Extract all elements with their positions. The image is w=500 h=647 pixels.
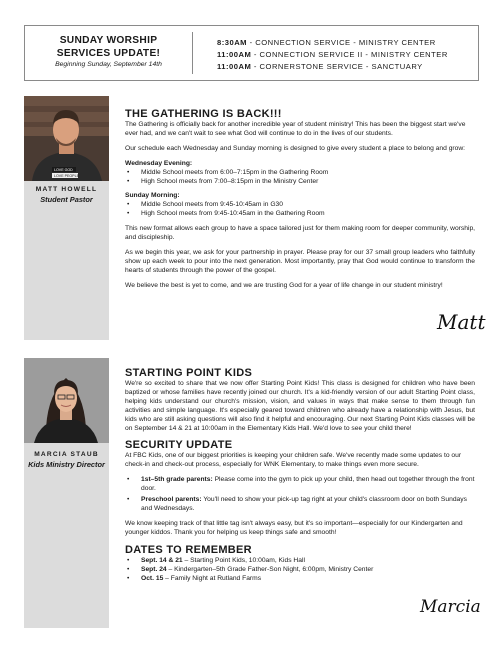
date-label: Sept. 24 [141, 565, 167, 573]
list-item [125, 575, 475, 584]
dates-list [125, 557, 475, 584]
item-label: 1st–5th grade parents: [141, 476, 213, 484]
gathering-heading: THE GATHERING IS BACK!!! [125, 108, 282, 120]
item-label: Preschool parents: [141, 496, 202, 504]
gathering-format: This new format allows each group to have a space tailored just for them making room for deeper community, worship, and discipleship. [125, 225, 476, 242]
date-label: Sept. 14 & 21 [141, 556, 183, 564]
sunday-label: Sunday Morning: [125, 192, 180, 200]
dates-heading: DATES TO REMEMBER [125, 543, 252, 556]
sunday-list [125, 201, 475, 219]
security-text: At FBC Kids, one of our biggest priorities is keeping your children safe. We've recently made some updates to our check-in and check-out process, especially for WNK Elementary, to make things even more secure. [125, 452, 462, 469]
service-time: 8:30AM [217, 38, 248, 47]
list-item: • High School meets from 7:00–8:15pm in the Ministry Center [125, 178, 475, 187]
starting-point-heading: STARTING POINT KIDS [125, 367, 253, 379]
security-heading: SECURITY UPDATE [125, 439, 233, 452]
student-pastor-sidebar [24, 96, 109, 340]
list-item [125, 496, 475, 514]
header-title-block [25, 32, 193, 74]
service-line [217, 37, 448, 49]
date-text: – Starting Point Kids, 10:00am, Kids Hall [182, 556, 305, 564]
service-line [217, 49, 448, 61]
person-name: MATT HOWELL [35, 186, 98, 193]
person-role: Student Pastor [40, 195, 93, 204]
matt-signature: Matt [437, 310, 486, 334]
person-name: MARCIA STAUB [34, 451, 99, 458]
service-time: 11:00AM [217, 50, 252, 59]
starting-point-text: We're so excited to share that we now offer Starting Point Kids! This class is designed for children who have been baptized or whose families have recently joined our church. It's a kid-friendly version of our adult Starting Point class, helping kids understand our church's mission, vision, and values in ways that make sense to them through fun activities and simple language. It's especially geared toward children who already have a relationship with Jesus, but kids who are still asking questions will also find it helpful and encouraging. Our next Starting Point Kids classes will be on September 14 & 21 at 10:00am in the Elementary Kids Hall. We'd love to see your child there! [125, 380, 475, 432]
item-text: You'll need to show your pick-up tag right at your child's classroom door on both Sundays and Wednesdays. [141, 496, 467, 512]
security-closing: We know keeping track of that little tag isn't always easy, but it's so important—especially for our Kindergarten and younger kiddos. Thank you for helping us keep things safe and smooth! [125, 519, 463, 536]
header-subtitle: Beginning Sunday, September 14th [55, 61, 162, 68]
shirt-text-2: LOVE PEOPLE [54, 174, 79, 178]
service-time: 11:00AM [217, 62, 252, 71]
wednesday-list [125, 169, 475, 187]
gathering-prayer: As we begin this year, we ask for your partnership in prayer. Please pray for our 37 small group leaders who faithfully show up each week to pour into the next generation. Most importantly, pray that God would continue to transform the hearts of students through the power of the gospel. [125, 248, 475, 274]
marcia-staub-photo [24, 358, 109, 443]
security-list [125, 476, 475, 514]
service-desc: - CONNECTION SERVICE II - MINISTRY CENTER [251, 50, 448, 59]
kids-section [125, 367, 475, 589]
matt-howell-photo [24, 96, 109, 181]
list-item: • Middle School meets from 6:00–7:15pm in the Gathering Room [125, 169, 475, 178]
marcia-signature: Marcia [420, 597, 481, 617]
header-title-line2: SERVICES UPDATE! [56, 48, 161, 59]
item-text: Please come into the gym to pick up your child, then head out together through the front door. [141, 476, 475, 493]
kids-director-sidebar [24, 358, 109, 628]
services-header-box [24, 25, 479, 81]
service-line [217, 61, 448, 73]
service-desc: - CONNECTION SERVICE - MINISTRY CENTER [247, 38, 436, 47]
gathering-intro: The Gathering is officially back for another incredible year of student ministry! This has been the biggest start we've ever had, and we can't wait to see what God will continue to do in the lives of our students. [125, 121, 466, 137]
date-label: Oct. 15 [141, 574, 164, 582]
wednesday-label: Wednesday Evening: [125, 159, 193, 167]
date-text: – Family Night at Rutland Farms [163, 574, 262, 582]
list-item: • Middle School meets from 9:45-10:45am in G30 [125, 201, 475, 210]
shirt-text-1: LOVE GOD [54, 168, 73, 172]
person-role: Kids Ministry Director [28, 460, 105, 469]
service-times-list [193, 26, 448, 80]
list-item [125, 566, 475, 575]
gathering-section [125, 108, 475, 297]
list-item: • High School meets from 9:45-10:45am in the Gathering Room [125, 210, 475, 219]
gathering-closing: We believe the best is yet to come, and we are trusting God for a year of life change in our student ministry! [125, 281, 443, 289]
date-text: – Kindergarten–5th Grade Father-Son Night, 6:00pm, Ministry Center [166, 565, 374, 573]
service-desc: - CORNERSTONE SERVICE - SANCTUARY [251, 62, 423, 71]
header-title-line1: SUNDAY WORSHIP [59, 35, 158, 46]
gathering-schedule: Our schedule each Wednesday and Sunday morning is designed to give every student a place to belong and grow: [125, 144, 466, 152]
list-item [125, 557, 475, 566]
list-item [125, 476, 475, 494]
